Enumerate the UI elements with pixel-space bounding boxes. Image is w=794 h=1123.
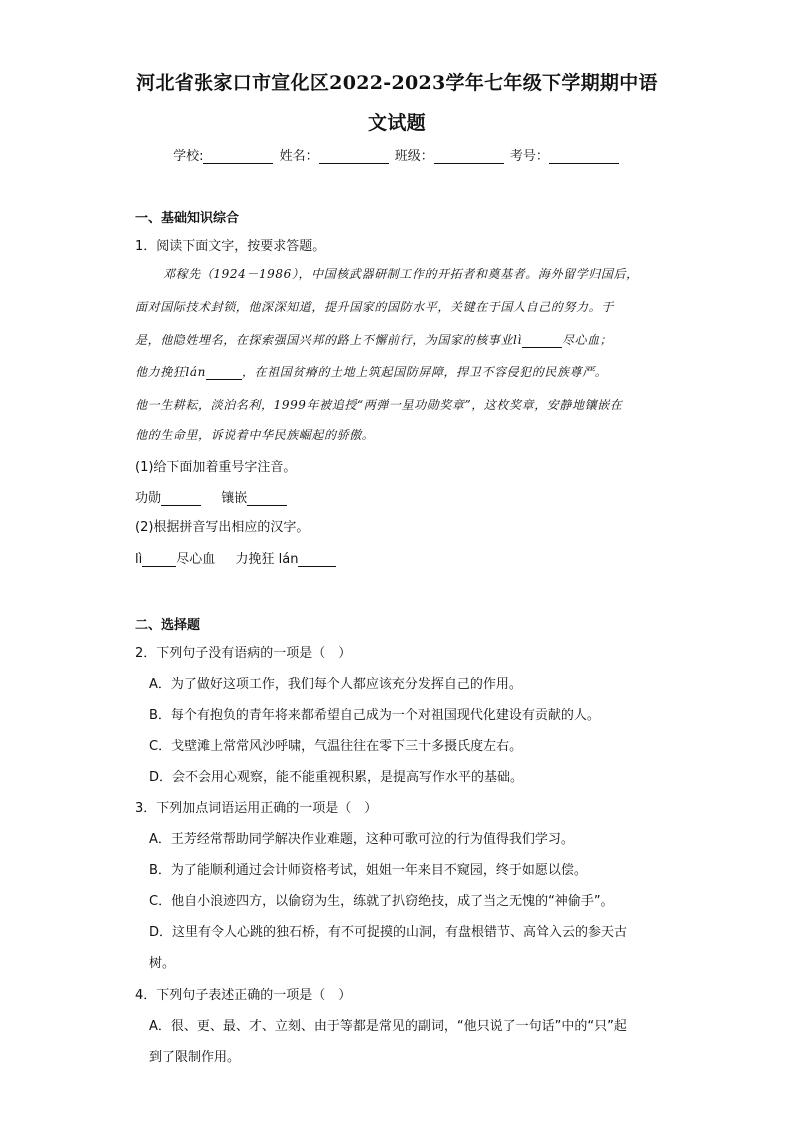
school-blank[interactable] xyxy=(203,149,273,164)
passage-line-1: 邓稼先（1924－1986），中国核武器研制工作的开拓者和奠基者。海外留学归国后， xyxy=(163,267,639,281)
class-label: 班级： xyxy=(394,149,434,164)
q4-stem: 4．下列句子表述正确的一项是（ ） xyxy=(135,988,352,1003)
item-xiangqian: 镶嵌 xyxy=(221,491,248,506)
q2-stem: 2．下列句子没有语病的一项是（ ） xyxy=(135,646,352,661)
number-blank[interactable] xyxy=(549,149,619,164)
q1-sub2-items: lì 尽心血 力挽狂 lán xyxy=(135,548,336,567)
exam-title-line2: 文试题 xyxy=(368,112,426,134)
section2-heading: 二、选择题 xyxy=(135,618,201,633)
q4-option-a-cont: 到了限制作用。 xyxy=(149,1050,241,1065)
q3-option-d[interactable]: D．这里有令人心跳的独石桥，有不可捉摸的山洞，有盘根错节、高耸入云的参天古 xyxy=(149,925,628,940)
q2-option-b[interactable]: B．每个有抱负的青年将来都希望自己成为一个对祖国现代化建设有贡献的人。 xyxy=(149,708,600,723)
pinyin-li: lì xyxy=(513,333,522,347)
name-label: 姓名： xyxy=(279,149,319,164)
q3-option-b[interactable]: B．为了能顺利通过会计师资格考试，姐姐一年来目不窥园，终于如愿以偿。 xyxy=(149,863,587,878)
passage-line-3: 是，他隐姓埋名，在探索强国兴邦的路上不懈前行，为国家的核事业lì 尽心血； xyxy=(135,333,613,347)
gongxun-blank[interactable] xyxy=(161,493,201,506)
name-blank[interactable] xyxy=(319,149,389,164)
lan-blank[interactable] xyxy=(206,367,242,380)
xiangqian-blank[interactable] xyxy=(247,493,287,506)
q2-option-c[interactable]: C．戈壁滩上常常风沙呼啸，气温往往在零下三十多摄氏度左右。 xyxy=(149,739,523,754)
passage-line-5: 他一生耕耘，淡泊名利，1999年被追授“两弹一星功勋奖章”，这枚奖章，安静地镶嵌在 xyxy=(135,398,623,412)
class-blank[interactable] xyxy=(434,149,504,164)
sub2-li-blank[interactable] xyxy=(142,554,176,567)
q3-option-d-cont: 树。 xyxy=(149,956,176,971)
q1-sub1-items xyxy=(135,487,287,506)
q3-option-a[interactable]: A．王芳经常帮助同学解决作业难题，这种可歌可泣的行为值得我们学习。 xyxy=(149,832,574,847)
pinyin-lan: lán xyxy=(185,365,206,379)
section1-heading: 一、基础知识综合 xyxy=(135,211,240,226)
number-label: 考号： xyxy=(509,149,549,164)
q3-option-c[interactable]: C．他自小浪迹四方，以偷窃为生，练就了扒窃绝技，成了当之无愧的“神偷手”。 xyxy=(149,894,614,909)
exam-title-line1: 河北省张家口市宣化区2022-2023学年七年级下学期期中语 xyxy=(136,72,658,94)
q4-option-a[interactable]: A．很、更、最、才、立刻、由于等都是常见的副词，“他只说了一句话”中的“只”起 xyxy=(149,1019,627,1034)
item-gongxun: 功勋 xyxy=(135,491,162,506)
passage-line-4: 他力挽狂lán ，在祖国贫瘠的土地上筑起国防屏障，捍卫不容侵犯的民族尊严。 xyxy=(135,365,608,379)
student-info-row xyxy=(0,145,794,164)
q1-sub2: (2)根据拼音写出相应的汉字。 xyxy=(135,520,310,535)
q2-option-d[interactable]: D．会不会用心观察，能不能重视积累，是提高写作水平的基础。 xyxy=(149,770,524,785)
school-label: 学校: xyxy=(173,149,204,164)
q2-option-a[interactable]: A．为了做好这项工作，我们每个人都应该充分发挥自己的作用。 xyxy=(149,677,522,692)
li-blank[interactable] xyxy=(522,335,562,348)
sub2-lan-blank[interactable] xyxy=(298,554,336,567)
q1-sub1: (1)给下面加着重号字注音。 xyxy=(135,460,297,475)
passage-line-6: 他的生命里，诉说着中华民族崛起的骄傲。 xyxy=(135,428,375,442)
q1-stem: 1．阅读下面文字，按要求答题。 xyxy=(135,239,326,254)
q3-stem: 3．下列加点词语运用正确的一项是（ ） xyxy=(135,801,378,816)
passage-line-2: 面对国际技术封锁，他深深知道，提升国家的国防水平，关键在于国人自己的努力。于 xyxy=(135,300,614,314)
